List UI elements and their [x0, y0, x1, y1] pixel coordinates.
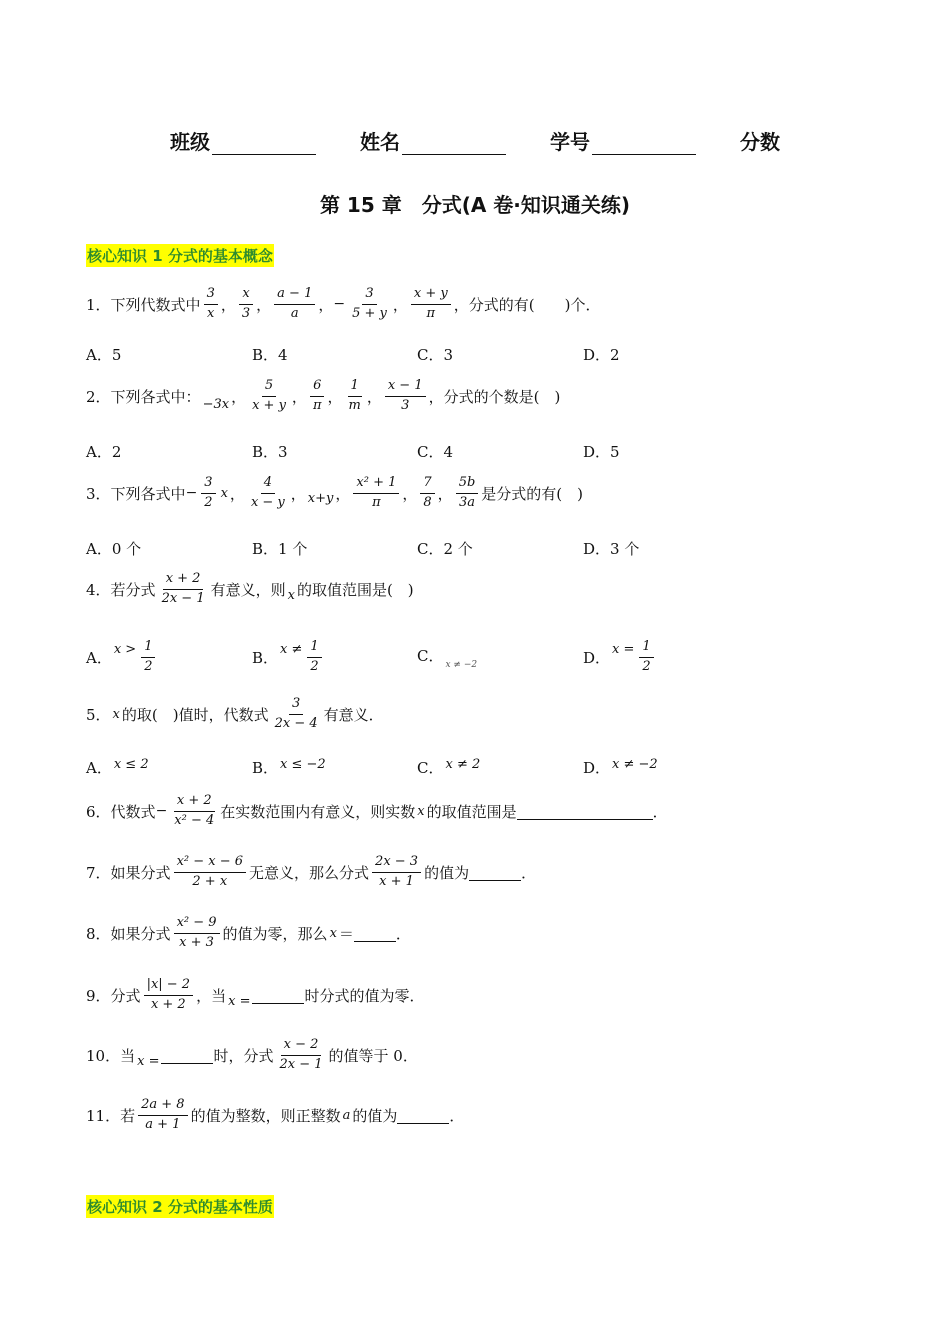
- fraction: $\frac{2a + 8}{a + 1}$: [138, 1098, 187, 1133]
- question-number: 8．: [86, 924, 111, 943]
- variable: x: [220, 485, 228, 501]
- question-text: 下列各式中: [110, 484, 186, 503]
- question-text: 代数式: [110, 802, 156, 821]
- answer-blank[interactable]: [469, 864, 521, 881]
- student-info-header: [0, 126, 950, 155]
- question-text: 的值为: [352, 1106, 398, 1125]
- question-1-options: [86, 344, 786, 366]
- question-text: 有意义，则: [210, 580, 286, 599]
- fraction: $\frac{3}{2x - 4}$: [274, 696, 318, 731]
- variable: x: [287, 587, 295, 603]
- option-b[interactable]: B．4: [252, 346, 288, 364]
- question-text: 如果分式: [110, 924, 171, 943]
- fraction: $\frac{5b}{3a}$: [456, 476, 479, 511]
- fraction: $\frac{1}{2}$: [639, 640, 653, 675]
- variable: x: [329, 925, 337, 941]
- student-id-label: 学号: [550, 130, 590, 154]
- question-number: 1．: [86, 295, 111, 314]
- option-c[interactable]: C．3: [417, 346, 454, 364]
- option-b[interactable]: B．1 个: [252, 540, 308, 558]
- answer-blank[interactable]: [354, 925, 396, 942]
- question-text: 分式: [110, 986, 141, 1005]
- question-number: 2．: [86, 387, 111, 406]
- class-field: [170, 126, 316, 155]
- expression: x =: [228, 993, 251, 1009]
- section-heading-1: 核心知识 1 分式的基本概念: [86, 244, 274, 267]
- fraction: $\frac{x + 2}{\text{x² − 4}}$: [174, 793, 215, 828]
- question-text: 时，分式: [213, 1046, 274, 1065]
- option-d[interactable]: D． x ≠ −2: [583, 757, 658, 777]
- page-title: 第 15 章 分式(A 卷·知识通关练): [319, 193, 631, 217]
- question-text: 当: [120, 1046, 136, 1065]
- question-2-options: [86, 441, 786, 463]
- score-label: 分数: [740, 130, 780, 154]
- fraction: $\frac{x}{3}$: [239, 287, 253, 322]
- fraction: $\frac{1}{2}$: [141, 640, 155, 675]
- question-text: ．: [395, 924, 411, 943]
- question-3-options: [86, 538, 786, 560]
- fraction: $\frac{a - 1}{a}$: [274, 287, 315, 322]
- question-number: 4．: [86, 580, 111, 599]
- question-number: 7．: [86, 863, 111, 882]
- question-text: 如果分式: [110, 863, 171, 882]
- expression: −3x: [202, 396, 230, 412]
- name-blank[interactable]: [402, 134, 506, 155]
- expression: x+y: [307, 490, 334, 506]
- option-b[interactable]: B．3: [252, 443, 288, 461]
- option-a[interactable]: A．2: [86, 443, 122, 461]
- question-text: 若: [120, 1106, 136, 1125]
- name-field: [360, 126, 506, 155]
- question-4-options: [86, 640, 786, 680]
- fraction: $\frac{1}{m}$: [348, 378, 361, 413]
- question-11: [86, 1098, 464, 1133]
- question-text: 有意义．: [323, 705, 384, 724]
- variable: x: [112, 706, 120, 722]
- question-text: ．: [521, 863, 537, 882]
- question-text: 在实数范围内有意义，则实数: [220, 802, 416, 821]
- question-7: [86, 855, 536, 890]
- option-c[interactable]: C． x ≠ 2: [417, 757, 481, 777]
- expression: x =: [137, 1053, 160, 1069]
- question-text: 下列代数式中: [110, 295, 201, 314]
- fraction: $\frac{7}{8}$: [420, 476, 434, 511]
- answer-blank[interactable]: [517, 803, 653, 820]
- question-text: 的值为: [424, 863, 470, 882]
- variable: a: [342, 1107, 351, 1123]
- name-label: 姓名: [360, 130, 400, 154]
- answer-blank[interactable]: [252, 987, 304, 1004]
- minus-sign: −: [155, 803, 168, 820]
- question-number: 10．: [86, 1046, 121, 1065]
- question-text: 是分式的有( ): [481, 484, 583, 503]
- question-text: ，当: [196, 986, 227, 1005]
- fraction: $\frac{x - 1}{3}$: [385, 379, 426, 414]
- question-number: 6．: [86, 802, 111, 821]
- question-text: ，分式的个数是( ): [428, 387, 561, 406]
- fraction: $\frac{x + y}{\pi}$: [411, 287, 451, 322]
- question-number: 5．: [86, 705, 111, 724]
- class-blank[interactable]: [212, 134, 316, 155]
- question-text: 的值等于 0．: [328, 1046, 418, 1065]
- option-c[interactable]: C．4: [417, 443, 454, 461]
- fraction: $\frac{1}{2}$: [307, 640, 321, 675]
- question-number: 11．: [86, 1106, 121, 1125]
- question-10: [86, 1038, 418, 1073]
- option-d[interactable]: D．2: [583, 346, 620, 364]
- fraction: $\frac{\text{x² − 9}}{x + 3}$: [174, 916, 220, 951]
- score-field: [740, 126, 780, 155]
- fraction: $\frac{|x| - 2}{x + 2}$: [144, 978, 194, 1013]
- class-label: 班级: [170, 130, 210, 154]
- question-text: ＝: [338, 924, 354, 943]
- fraction: $\frac{\text{x² − x − 6}}{2 + x}$: [174, 855, 246, 890]
- question-text: 的取值范围是: [426, 802, 517, 821]
- question-8: [86, 916, 411, 951]
- fraction: $\frac{x + 2}{2x - 1}$: [161, 571, 205, 606]
- question-text: 时分式的值为零．: [304, 986, 425, 1005]
- option-b[interactable]: B． x ≠ $\frac{1}{2}$: [252, 640, 325, 675]
- question-text: ．: [449, 1106, 465, 1125]
- variable: x: [417, 803, 425, 819]
- option-c[interactable]: C． x ≠ −2: [417, 646, 478, 670]
- answer-blank[interactable]: [397, 1107, 449, 1124]
- fraction: $\frac{3}{5 + y}$: [352, 286, 387, 321]
- question-6: [86, 794, 668, 829]
- student-id-field: [550, 126, 696, 155]
- option-a[interactable]: A．5: [86, 346, 122, 364]
- question-9: [86, 978, 424, 1013]
- question-5-options: [86, 757, 786, 779]
- option-a[interactable]: A．0 个: [86, 540, 142, 558]
- question-number: 9．: [86, 986, 111, 1005]
- fraction: $\frac{3}{2}$: [201, 476, 215, 511]
- minus-sign: −: [333, 296, 346, 313]
- question-text: 的取值范围是( ): [296, 580, 414, 599]
- fraction: $\frac{2x - 3}{x + 1}$: [372, 855, 421, 890]
- question-text: 下列各式中：: [110, 387, 201, 406]
- question-3: 3． 下列各式中 − $\frac{3}{2}$ x ， $\frac{4}{x - y}$ ， x+y ， $\frac{\text{x² + 1}}{\pi}$ ， $\frac{7}{8}$ ， $\frac{5b}{3a}$ 是分式的有( ): [86, 475, 583, 510]
- option-d[interactable]: D． x = $\frac{1}{2}$: [583, 640, 657, 675]
- section-heading-2: 核心知识 2 分式的基本性质: [86, 1195, 274, 1218]
- question-text: 无意义，那么分式: [249, 863, 370, 882]
- student-id-blank[interactable]: [592, 134, 696, 155]
- question-text: 的取( )值时，代数式: [121, 705, 269, 724]
- fraction: $\frac{6}{\pi}$: [310, 379, 325, 414]
- option-c[interactable]: C．2 个: [417, 540, 473, 558]
- question-text: ，分式的有( )个．: [453, 295, 601, 314]
- option-b[interactable]: B． x ≤ −2: [252, 757, 326, 777]
- fraction: $\frac{x - 2}{2x - 1}$: [279, 1037, 323, 1072]
- option-a[interactable]: A． x ≤ 2: [86, 757, 149, 777]
- question-text: 若分式: [110, 580, 156, 599]
- question-2: 2． 下列各式中： −3x ， $\frac{5}{x + y}$ ， $\frac{6}{\pi}$ ， $\frac{1}{m}$ ， $\frac{x - 1}{3}$ ，分式的个数是( ): [86, 378, 561, 413]
- question-5: [86, 697, 384, 732]
- question-text: 的值为零，那么: [222, 924, 328, 943]
- option-a[interactable]: A． x > $\frac{1}{2}$: [86, 640, 158, 675]
- question-number: 3．: [86, 484, 111, 503]
- answer-blank[interactable]: [161, 1047, 213, 1064]
- question-text: 的值为整数，则正整数: [190, 1106, 341, 1125]
- fraction: $\frac{\text{x² + 1}}{\pi}$: [353, 476, 399, 511]
- fraction: $\frac{5}{x + y}$: [252, 378, 286, 413]
- option-d[interactable]: D．3 个: [583, 540, 640, 558]
- fraction: $\frac{3}{x}$: [204, 287, 218, 322]
- fraction: $\frac{4}{x - y}$: [250, 475, 285, 510]
- minus-sign: −: [185, 485, 198, 502]
- question-4: [86, 572, 414, 607]
- question-text: ．: [652, 802, 668, 821]
- option-d[interactable]: D．5: [583, 443, 620, 461]
- question-1: 1． 下列代数式中 $\frac{3}{x}$ ， $\frac{x}{3}$ ， $\frac{a - 1}{a}$ ， − $\frac{3}{5 + y}$ ， $\frac{x + y}{\pi}$ ，分式的有( )个．: [86, 286, 601, 321]
